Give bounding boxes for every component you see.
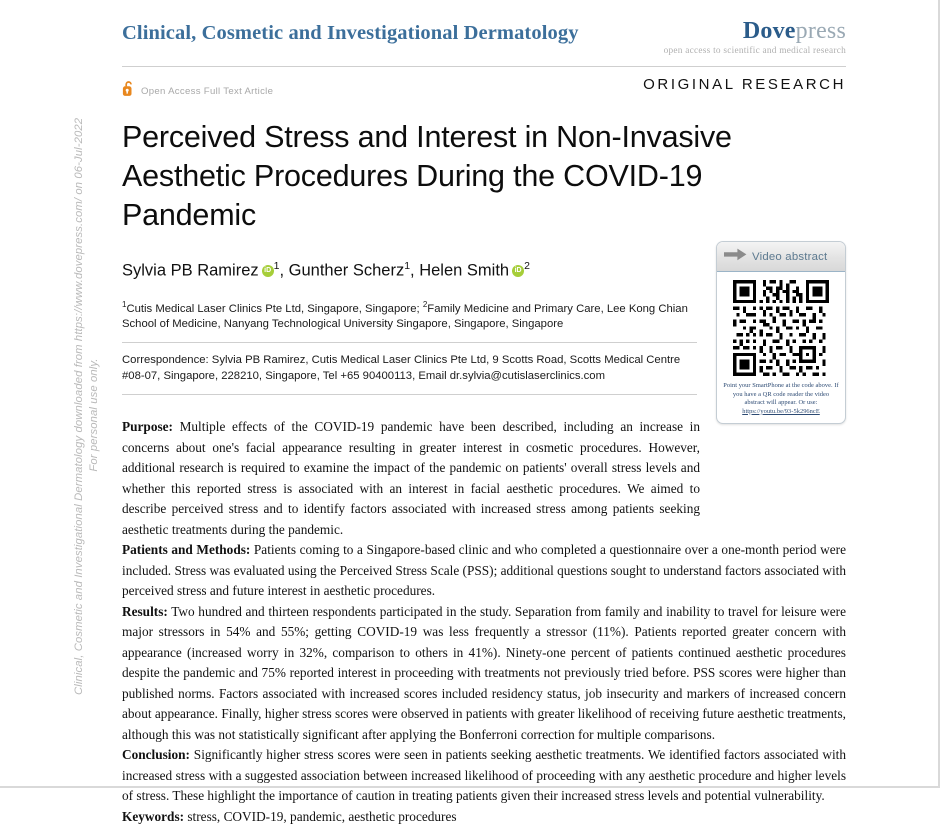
dovepress-press: press <box>795 18 846 44</box>
open-access-label: Open Access Full Text Article <box>141 85 274 97</box>
orcid-icon[interactable] <box>262 265 274 277</box>
article-title: Perceived Stress and Interest in Non-Invasive Aesthetic Procedures During the COVID-19 Pandemic <box>122 120 732 232</box>
orcid-icon[interactable] <box>512 265 524 277</box>
publisher-tagline: open access to scientific and medical research <box>663 46 846 56</box>
video-abstract-card[interactable] <box>716 241 846 424</box>
abstract-methods-label: Patients and Methods: <box>122 542 251 558</box>
abstract-section <box>122 417 846 827</box>
article-meta-row <box>122 76 846 106</box>
abstract-results <box>122 602 846 746</box>
author-name-3: Helen Smith <box>419 261 510 280</box>
affiliation-marker-2: 2 <box>422 299 428 309</box>
abstract-purpose <box>122 417 700 540</box>
affiliations <box>122 297 697 333</box>
correspondence-block: Correspondence: Sylvia PB Ramirez, Cutis Medical Laser Clinics Pte Ltd, 9 Scotts Road, Scotts Medical Centre #08-07, Singapore, 228210, Singapore, Tel +65 90400113, Email dr.sylvia@cutislaserclinics.com <box>122 354 681 383</box>
qr-code[interactable] <box>733 280 829 376</box>
arrow-right-icon <box>724 248 747 266</box>
abstract-purpose-label: Purpose: <box>122 419 173 435</box>
abstract-purpose-text: Multiple effects of the COVID-19 pandemic have been described, including an increase in concerns about one's facial appearance resulting in greater interest in cosmetic procedures. However, additional research is required to examine the impact of the pandemic on patients' overall stress levels and whether this reported stress is associated with an interest in facial aesthetic procedures. We aimed to describe perceived stress and to identify factors associated with increased stress among patients seeking aesthetic treatments during the pandemic. <box>122 419 700 537</box>
abstract-conclusion <box>122 745 846 807</box>
affiliation-divider <box>122 342 697 343</box>
abstract-conclusion-text: Significantly higher stress scores were seen in patients seeking aesthetic treatments. We identified factors associated with increased stress with a suggested association between increased likelihood of proceeding with any aesthetic procedure and higher levels of stress. These highlight the importance of caution in treating patients given their increased stress levels and potential vulnerability. <box>122 747 846 804</box>
video-abstract-caption-text: Point your SmartPhone at the code above. If you have a QR code reader the video abstract will appear. Or use: <box>723 382 839 407</box>
video-abstract-title: Video abstract <box>752 250 828 263</box>
journal-title: Clinical, Cosmetic and Investigational Dermatology <box>122 22 579 44</box>
abstract-keywords <box>122 807 846 827</box>
video-abstract-link[interactable]: https://youtu.be/93-5k296ncE <box>742 407 820 415</box>
abstract-results-text: Two hundred and thirteen respondents participated in the study. Separation from family and inability to travel for leisure were major stressors in 54% and 55%; getting COVID-19 was less frequently a stressor (11%). Patients reported greater concern with appearance (increased worry in 32%, comparison to others in 41%). Ninety-one percent of patients continued aesthetic procedures despite the pandemic and 75% reported interest in proceeding with treatments not previously tried before. PSS scores were higher than published norms. Factors associated with increased scores included residency status, job insecurity and markers of increased concern about appearance. Finally, higher stress scores were observed in patients with greater likelihood of receiving future aesthetic treatments, although this was not statistically significant after applying the Bonferroni correction for multiple comparisons. <box>122 603 846 742</box>
abstract-keywords-label: Keywords: <box>122 808 185 824</box>
watermark-line-2: For personal use only. <box>88 358 100 472</box>
affiliation-text-2: Family Medicine and Primary Care, Lee Kong Chian School of Medicine, Nanyang Technological University Singapore, Singapore, Singapore <box>122 302 688 331</box>
dovepress-dove: Dove <box>742 18 796 44</box>
author-name-1: Sylvia PB Ramirez <box>122 261 259 280</box>
abstract-keywords-text: stress, COVID-19, pandemic, aesthetic procedures <box>184 808 457 824</box>
masthead-divider <box>122 66 846 67</box>
download-watermark <box>72 117 102 695</box>
author-affil-ref-1: 1 <box>273 260 280 272</box>
affiliation-text-1: Cutis Medical Laser Clinics Pte Ltd, Singapore, Singapore; <box>126 302 420 315</box>
dovepress-wordmark <box>664 18 846 44</box>
abstract-methods-text: Patients coming to a Singapore-based clinic and who completed a questionnaire over a one-month period were included. Stress was evaluated using the Perceived Stress Scale (PSS); additional questions sought to understand factors associated with perceived stress and future interest in aesthetic procedures. <box>122 542 846 599</box>
article-type-label: ORIGINAL RESEARCH <box>643 76 846 93</box>
abstract-methods <box>122 540 846 602</box>
journal-masthead <box>122 0 846 64</box>
video-abstract-header[interactable] <box>717 242 845 272</box>
author-list: Sylvia PB Ramirez iD $^1$, Gunther Scherz$^1$, Helen Smith iD $^2$ <box>122 255 846 282</box>
open-access-badge[interactable] <box>122 80 273 102</box>
author-name-2: Gunther Scherz <box>288 261 405 280</box>
video-abstract-body <box>717 272 845 423</box>
open-lock-icon <box>122 80 135 102</box>
publisher-logo[interactable] <box>664 18 846 56</box>
abstract-conclusion-label: Conclusion: <box>122 747 190 763</box>
video-abstract-caption <box>723 382 839 416</box>
correspondence-divider <box>122 394 697 395</box>
affiliation-marker-1: 1 <box>122 299 127 309</box>
watermark-line-1: Clinical, Cosmetic and Investigational Dermatology downloaded from https://www.dovepress.com/ on 06-Jul-2022 <box>73 117 85 695</box>
author-affil-ref-2: 1 <box>404 260 411 272</box>
abstract-results-label: Results: <box>122 603 168 619</box>
author-affil-ref-3: 2 <box>524 260 530 272</box>
